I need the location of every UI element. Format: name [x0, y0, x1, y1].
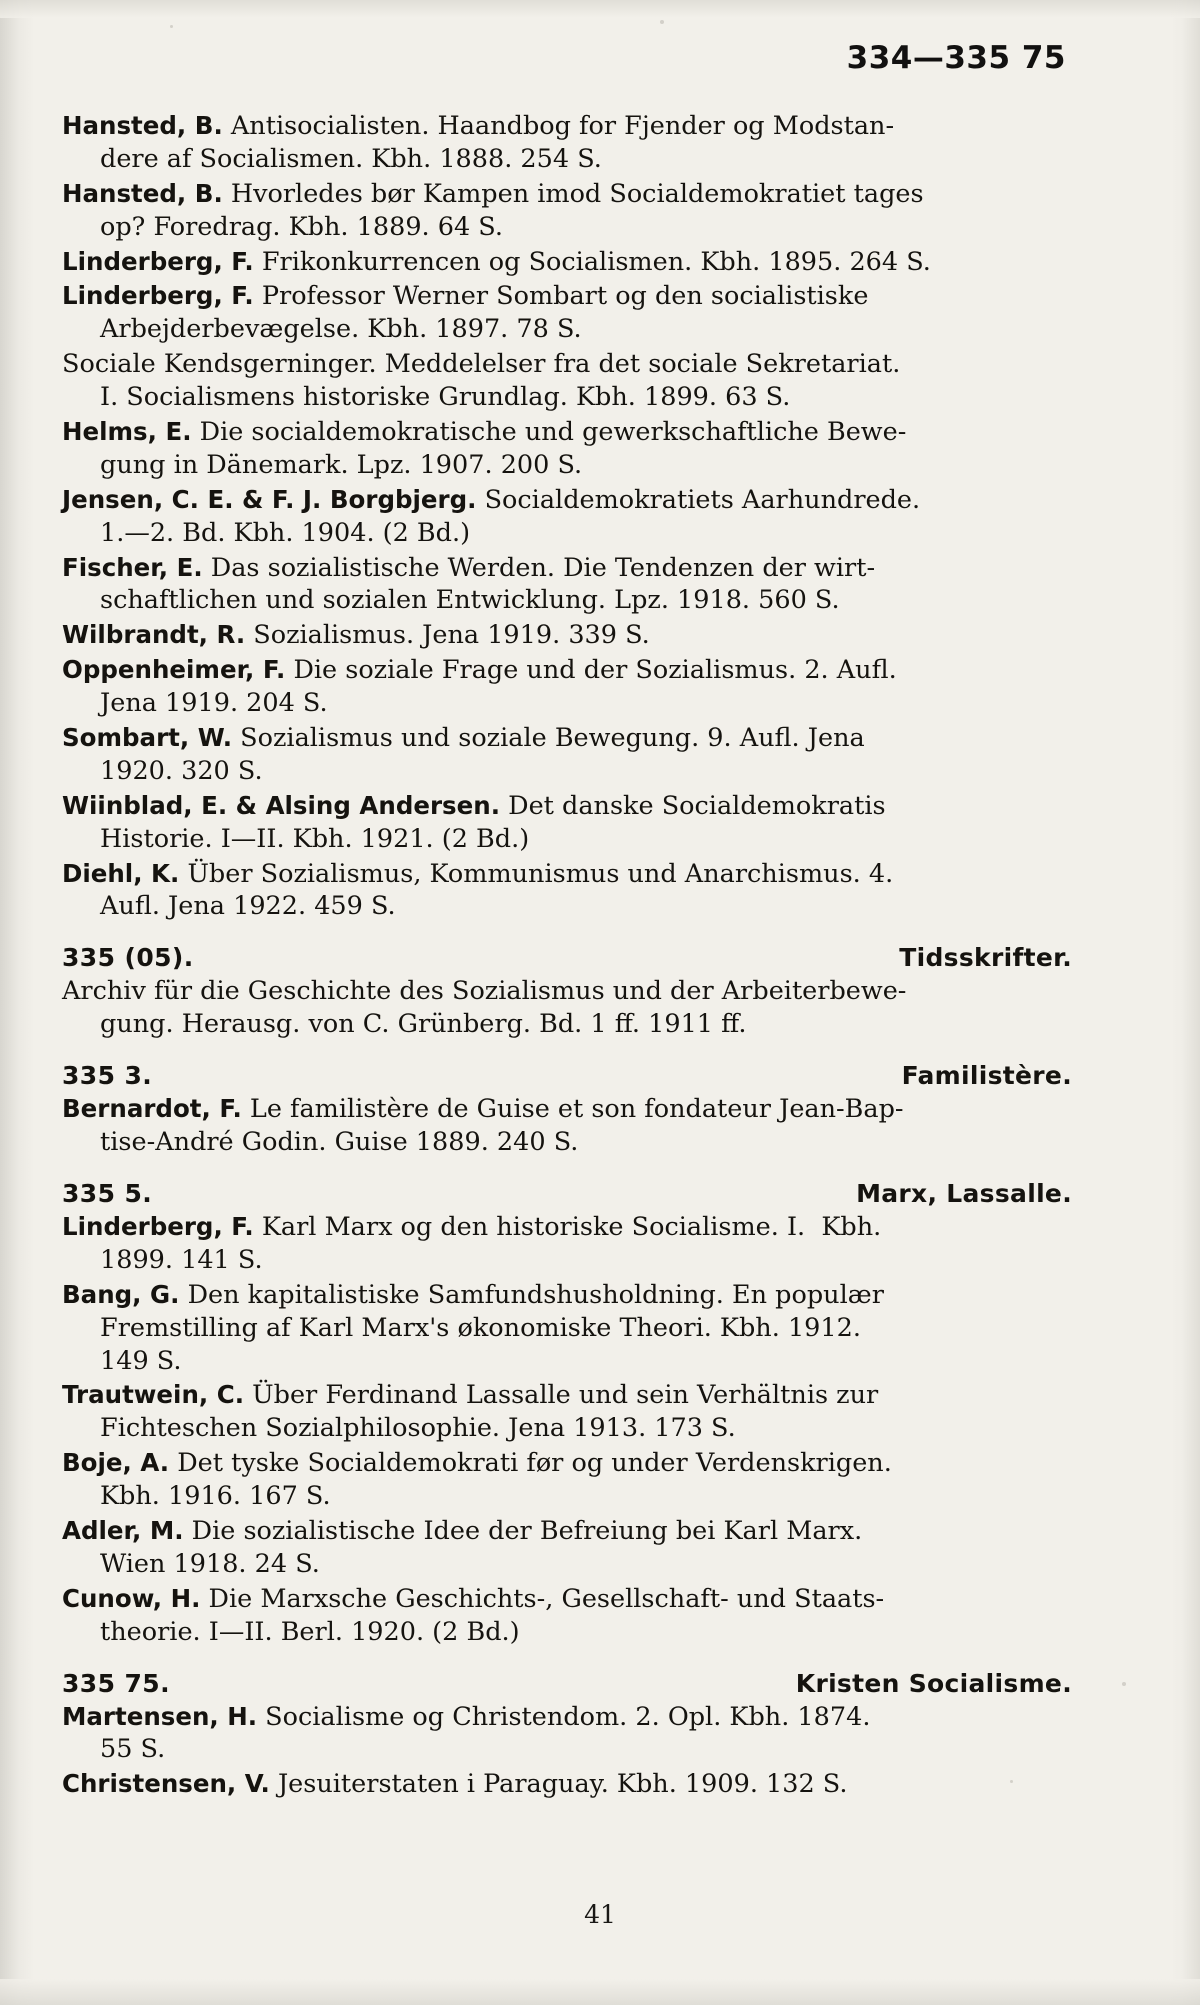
entry-line: Die socialdemokratische und gewerkschaftliche Bewe- [199, 417, 907, 448]
entry-author: Wiinblad, E. & Alsing Andersen. [62, 790, 501, 820]
bibliography-entry [62, 790, 1072, 856]
entry-author: Christensen, V. [62, 1769, 270, 1799]
entry-line: 1.—2. Bd. Kbh. 1904. (2 Bd.) [100, 517, 471, 548]
entry-author: Linderberg, F. [62, 246, 254, 276]
entry-line: Historie. I—II. Kbh. 1921. (2 Bd.) [100, 823, 530, 854]
bibliography-entry [62, 484, 1072, 550]
entry-line: Die sozialistische Idee der Befreiung bei Karl Marx. [191, 1515, 863, 1546]
entry-line: 1920. 320 S. [100, 755, 263, 786]
section-label: Marx, Lassalle. [856, 1178, 1072, 1208]
entry-line: Fremstilling af Karl Marx's økonomiske Theori. Kbh. 1912. [100, 1312, 861, 1343]
entry-author: Jensen, C. E. & F. J. Borgbjerg. [62, 484, 477, 514]
entry-author: Oppenheimer, F. [62, 655, 286, 685]
section-number: 335 5. [62, 1178, 153, 1208]
bibliography-entry [62, 1211, 1072, 1277]
entry-line: 149 S. [100, 1345, 182, 1376]
entry-author: Linderberg, F. [62, 281, 254, 311]
entry-line: dere af Socialismen. Kbh. 1888. 254 S. [100, 143, 602, 174]
bibliography-entry [62, 619, 1072, 652]
entry-line: Hvorledes bør Kampen imod Socialdemokratiet tages [230, 178, 924, 209]
entry-line: Die soziale Frage und der Sozialismus. 2. Aufl. [293, 655, 897, 686]
entry-line: theorie. I—II. Berl. 1920. (2 Bd.) [100, 1616, 520, 1647]
entry-author: Diehl, K. [62, 858, 180, 888]
entry-line: Det tyske Socialdemokrati før og under Verdenskrigen. [177, 1448, 892, 1479]
entry-line: Sociale Kendsgerninger. Meddelelser fra det sociale Sekretariat. [62, 349, 901, 380]
entry-line: Jesuiterstaten i Paraguay. Kbh. 1909. 132 S. [277, 1769, 848, 1800]
entry-line: Kbh. 1916. 167 S. [100, 1481, 331, 1512]
bibliography-entry [62, 1379, 1072, 1445]
entry-line: Det danske Socialdemokratis [508, 790, 886, 821]
scan-speck [170, 25, 173, 28]
page-number: 41 [584, 1900, 616, 1929]
bibliography-entry [62, 654, 1072, 720]
page-edge-shadow-top [0, 0, 1200, 18]
entry-author: Hansted, B. [62, 111, 223, 140]
entry-author: Cunow, H. [62, 1583, 201, 1613]
entry-line: 55 S. [100, 1734, 166, 1765]
entry-line: tise-André Godin. Guise 1889. 240 S. [100, 1127, 579, 1158]
section-heading [62, 1179, 1072, 1208]
entry-author: Sombart, W. [62, 723, 233, 753]
section-label: Familistère. [901, 1061, 1072, 1091]
bibliography-entry [62, 722, 1072, 788]
entry-line: Jena 1919. 204 S. [100, 688, 328, 719]
section-number: 335 (05). [62, 943, 194, 973]
entry-line: op? Foredrag. Kbh. 1889. 64 S. [100, 211, 503, 242]
bibliography-entry [62, 858, 1072, 924]
bibliography-entry [62, 348, 1072, 414]
bibliography-entry [62, 178, 1072, 244]
entry-author: Boje, A. [62, 1448, 170, 1478]
entry-line: Karl Marx og den historiske Socialisme. I. Kbh. [261, 1211, 882, 1242]
entry-author: Helms, E. [62, 417, 192, 447]
bibliography-entry [62, 552, 1072, 618]
entry-author: Wilbrandt, R. [62, 620, 246, 650]
entry-line: Über Sozialismus, Kommunismus und Anarchismus. 4. [187, 858, 894, 889]
page-body [62, 40, 1072, 1803]
bibliography-entry [62, 1701, 1072, 1767]
entry-author: Trautwein, C. [62, 1380, 245, 1410]
entry-line: Frikonkurrencen og Socialismen. Kbh. 1895. 264 S. [261, 246, 931, 277]
bibliography-entry [62, 416, 1072, 482]
bibliography-entry [62, 1447, 1072, 1513]
entry-line: Archiv für die Geschichte des Sozialismus und der Arbeiterbewe- [62, 976, 907, 1007]
scan-speck [660, 20, 664, 24]
section-label: Kristen Socialisme. [795, 1668, 1072, 1698]
entry-line: Arbejderbevægelse. Kbh. 1897. 78 S. [100, 314, 582, 345]
bibliography-entry [62, 110, 1072, 176]
entry-line: Professor Werner Sombart og den socialistiske [261, 281, 869, 312]
section-heading [62, 1669, 1072, 1698]
entry-author: Fischer, E. [62, 552, 203, 582]
entry-line: gung in Dänemark. Lpz. 1907. 200 S. [100, 449, 583, 480]
entry-line: Socialisme og Christendom. 2. Opl. Kbh. 1874. [265, 1701, 871, 1732]
bibliography-entry [62, 1279, 1072, 1378]
entry-line: 1899. 141 S. [100, 1244, 263, 1275]
bibliography-entry [62, 1515, 1072, 1581]
scan-speck [1122, 1682, 1126, 1686]
page-edge-shadow-bottom [0, 1979, 1200, 2005]
entry-line: Socialdemokratiets Aarhundrede. [484, 484, 921, 515]
section-number: 335 75. [62, 1668, 170, 1698]
entry-line: schaftlichen und sozialen Entwicklung. Lpz. 1918. 560 S. [100, 585, 840, 616]
entry-line: Das sozialistische Werden. Die Tendenzen der wirt- [210, 552, 876, 583]
section-number: 335 3. [62, 1061, 153, 1091]
bibliography-entry [62, 975, 1072, 1041]
entry-author: Bernardot, F. [62, 1094, 242, 1124]
entry-line: gung. Herausg. von C. Grünberg. Bd. 1 ff. 1911 ff. [100, 1009, 747, 1040]
entry-line: Die Marxsche Geschichts-, Gesellschaft- und Staats- [208, 1583, 885, 1614]
entry-line: Wien 1918. 24 S. [100, 1548, 320, 1579]
section-label: Tidsskrifter. [899, 943, 1072, 973]
bibliography-entry [62, 280, 1072, 346]
bibliography-entry [62, 1093, 1072, 1159]
entry-author: Hansted, B. [62, 178, 223, 208]
entry-line: Über Ferdinand Lassalle und sein Verhältnis zur [252, 1380, 879, 1411]
entry-line: Sozialismus und soziale Bewegung. 9. Aufl. Jena [240, 723, 865, 754]
entry-line: Le familistère de Guise et son fondateur Jean-Bap- [249, 1094, 904, 1125]
entry-author: Adler, M. [62, 1515, 184, 1545]
section-heading [62, 1061, 1072, 1090]
page-edge-shadow-left [0, 0, 34, 2005]
entry-line: Den kapitalistiske Samfundshusholdning. En populær [187, 1279, 884, 1310]
entry-line: Antisocialisten. Haandbog for Fjender og Modstan- [230, 111, 895, 141]
bibliography-entry [62, 1768, 1072, 1801]
bibliography-entry [62, 246, 1072, 279]
entry-line: Fichteschen Sozialphilosophie. Jena 1913. 173 S. [100, 1413, 736, 1444]
entry-line: I. Socialismens historiske Grundlag. Kbh. 1899. 63 S. [100, 382, 791, 413]
entry-author: Martensen, H. [62, 1701, 258, 1731]
entry-line: Sozialismus. Jena 1919. 339 S. [253, 620, 650, 651]
running-head: 334—335 75 [846, 40, 1066, 76]
bibliography-entry [62, 1583, 1072, 1649]
entry-author: Linderberg, F. [62, 1211, 254, 1241]
section-heading [62, 943, 1072, 972]
entry-line: Aufl. Jena 1922. 459 S. [100, 891, 396, 922]
entry-author: Bang, G. [62, 1279, 180, 1309]
page-edge-shadow-right [1170, 0, 1200, 2005]
